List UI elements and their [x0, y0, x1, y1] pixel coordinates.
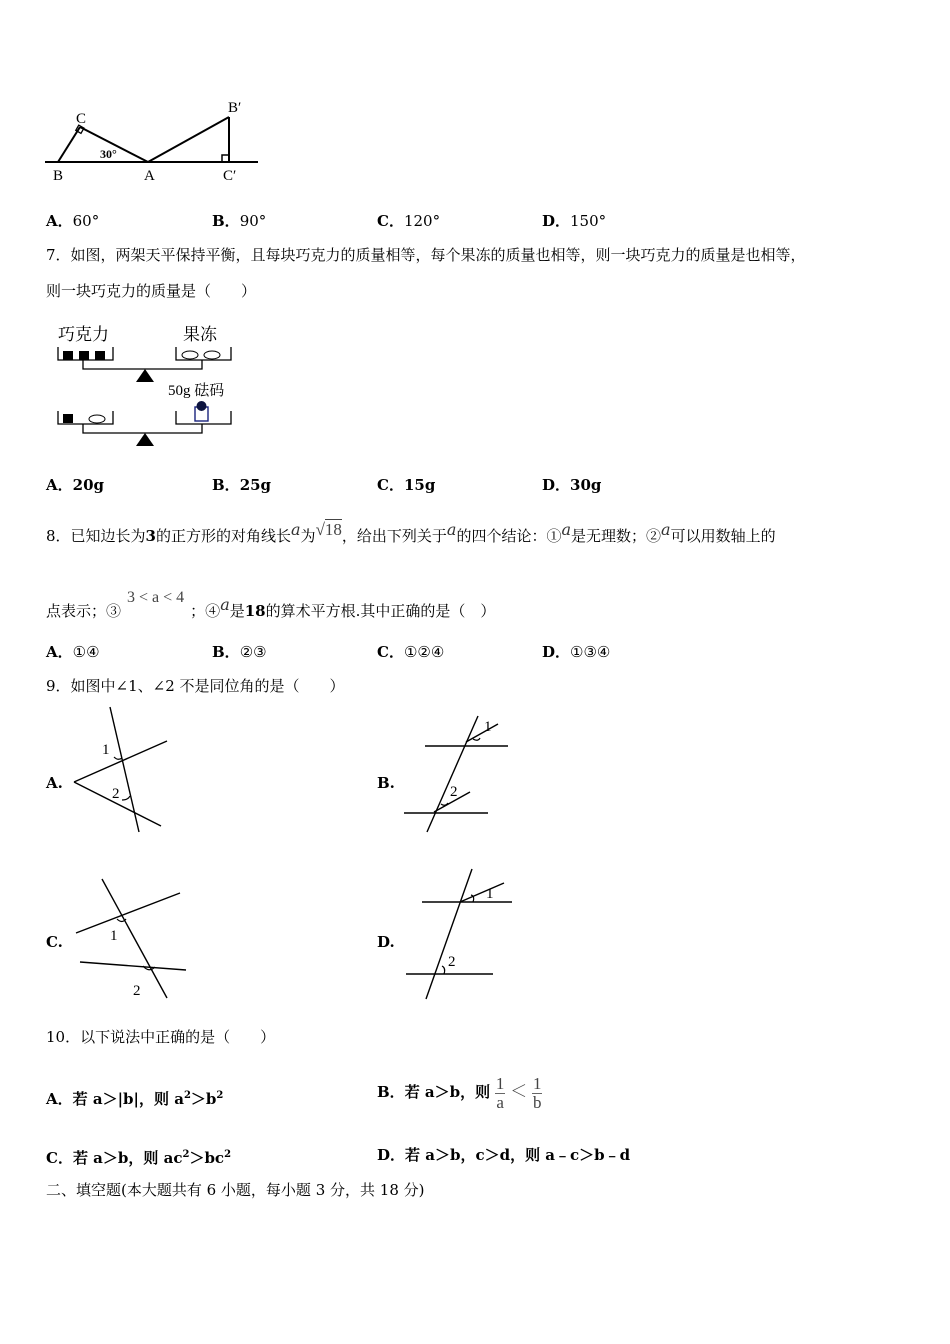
label-angle-30: 30°: [100, 147, 117, 161]
q6-triangle-figure: [40, 95, 265, 190]
jelly-item: [89, 415, 105, 423]
q9-figure-d[interactable]: [400, 866, 515, 1002]
chocolate-block: [79, 351, 89, 360]
fulcrum: [136, 369, 154, 382]
q8-option-c[interactable]: C．①②④: [377, 643, 445, 661]
angle-1-label: 1: [102, 742, 110, 758]
label-A: A: [144, 168, 155, 184]
q9-figure-c[interactable]: [70, 874, 190, 1004]
q8-option-a[interactable]: A．①④: [46, 643, 100, 661]
jelly-item: [182, 351, 198, 359]
label-B-prime: B′: [228, 100, 242, 116]
q9-option-c-label[interactable]: C.: [46, 933, 63, 951]
segment-AB-prime: [148, 117, 229, 162]
label-weight: 50g 砝码: [168, 383, 225, 399]
fraction-1-over-b: $\frac{1}{b}$: [532, 1073, 542, 1112]
angle-2-label: 2: [450, 784, 458, 800]
q9-option-d-label[interactable]: D.: [377, 933, 395, 951]
chocolate-block: [63, 414, 73, 423]
q7-balance-figure: [50, 318, 250, 453]
q8-stem-line1: 8．已知边长为3的正方形的对角线长$^a$为√18，给出下列关于$^a$的四个结论：①$^a$是无理数；②$^a$可以用数轴上的: [46, 520, 776, 545]
q7-stem-line2: 则一块巧克力的质量是（ ）: [46, 282, 257, 300]
q7-option-a[interactable]: A．20g: [46, 476, 105, 494]
q8-stem-line2: 点表示；③3 < a < 4；④$^a$是18的算术平方根.其中正确的是（ ）: [46, 589, 496, 620]
q6-option-d[interactable]: D．150°: [542, 212, 607, 230]
q10-stem: 10．以下说法中正确的是（ ）: [46, 1028, 276, 1046]
q6-option-b[interactable]: B．90°: [212, 212, 267, 230]
q8-option-b[interactable]: B．②③: [212, 643, 267, 661]
angle-2-label: 2: [448, 954, 456, 970]
segment-BC: [58, 127, 80, 162]
angle-2-label: 2: [112, 786, 120, 802]
q7-option-c[interactable]: C．15g: [377, 476, 436, 494]
fulcrum: [136, 433, 154, 446]
chocolate-block: [95, 351, 105, 360]
fraction-1-over-a: $\frac{1}{a}$: [495, 1073, 505, 1112]
sqrt-18: √18: [315, 520, 342, 539]
q7-option-d[interactable]: D．30g: [542, 476, 602, 494]
q10-option-b[interactable]: B．若 a＞b，则 $\frac{1}{a}$ ＜ $\frac{1}{b}$: [377, 1073, 542, 1112]
q7-stem-line1: 7．如图，两架天平保持平衡，且每块巧克力的质量相等，每个果冻的质量也相等，则一块巧克力的质量是也相等，: [46, 246, 806, 264]
angle-1-label: 1: [486, 886, 494, 902]
q8-option-d[interactable]: D．①③④: [542, 643, 611, 661]
q6-option-a[interactable]: A．60°: [46, 212, 100, 230]
q10-option-a[interactable]: A．若 a＞|b|，则 $a^2>b^2$: [46, 1090, 224, 1108]
q9-option-a-label[interactable]: A.: [46, 774, 63, 792]
q9-stem: 9．如图中∠1、∠2 不是同位角的是（ ）: [46, 677, 345, 695]
jelly-item: [204, 351, 220, 359]
q9-option-b-label[interactable]: B.: [377, 774, 395, 792]
inequality: 3 < a < 4: [127, 589, 185, 606]
section-2-title: 二、填空题(本大题共有 6 小题，每小题 3 分，共 18 分): [46, 1181, 425, 1199]
label-jelly: 果冻: [183, 325, 217, 344]
label-C: C: [76, 111, 87, 127]
angle-1-label: 1: [110, 928, 118, 944]
label-B: B: [53, 168, 64, 184]
label-C-prime: C′: [223, 168, 237, 184]
angle-2-label: 2: [133, 983, 141, 999]
angle-1-label: 1: [484, 719, 492, 735]
label-chocolate: 巧克力: [58, 325, 109, 344]
q10-option-d[interactable]: D．若 a＞b，c＞d，则 a﹣c＞b﹣d: [377, 1146, 631, 1164]
q9-figure-a[interactable]: [70, 705, 175, 835]
q10-option-c[interactable]: C．若 a＞b，则 $ac^2>bc^2$: [46, 1149, 232, 1167]
q9-figure-b[interactable]: [400, 712, 512, 837]
q7-option-b[interactable]: B．25g: [212, 476, 272, 494]
right-angle-mark-C-prime: [222, 155, 229, 162]
q6-option-c[interactable]: C．120°: [377, 212, 441, 230]
chocolate-block: [63, 351, 73, 360]
